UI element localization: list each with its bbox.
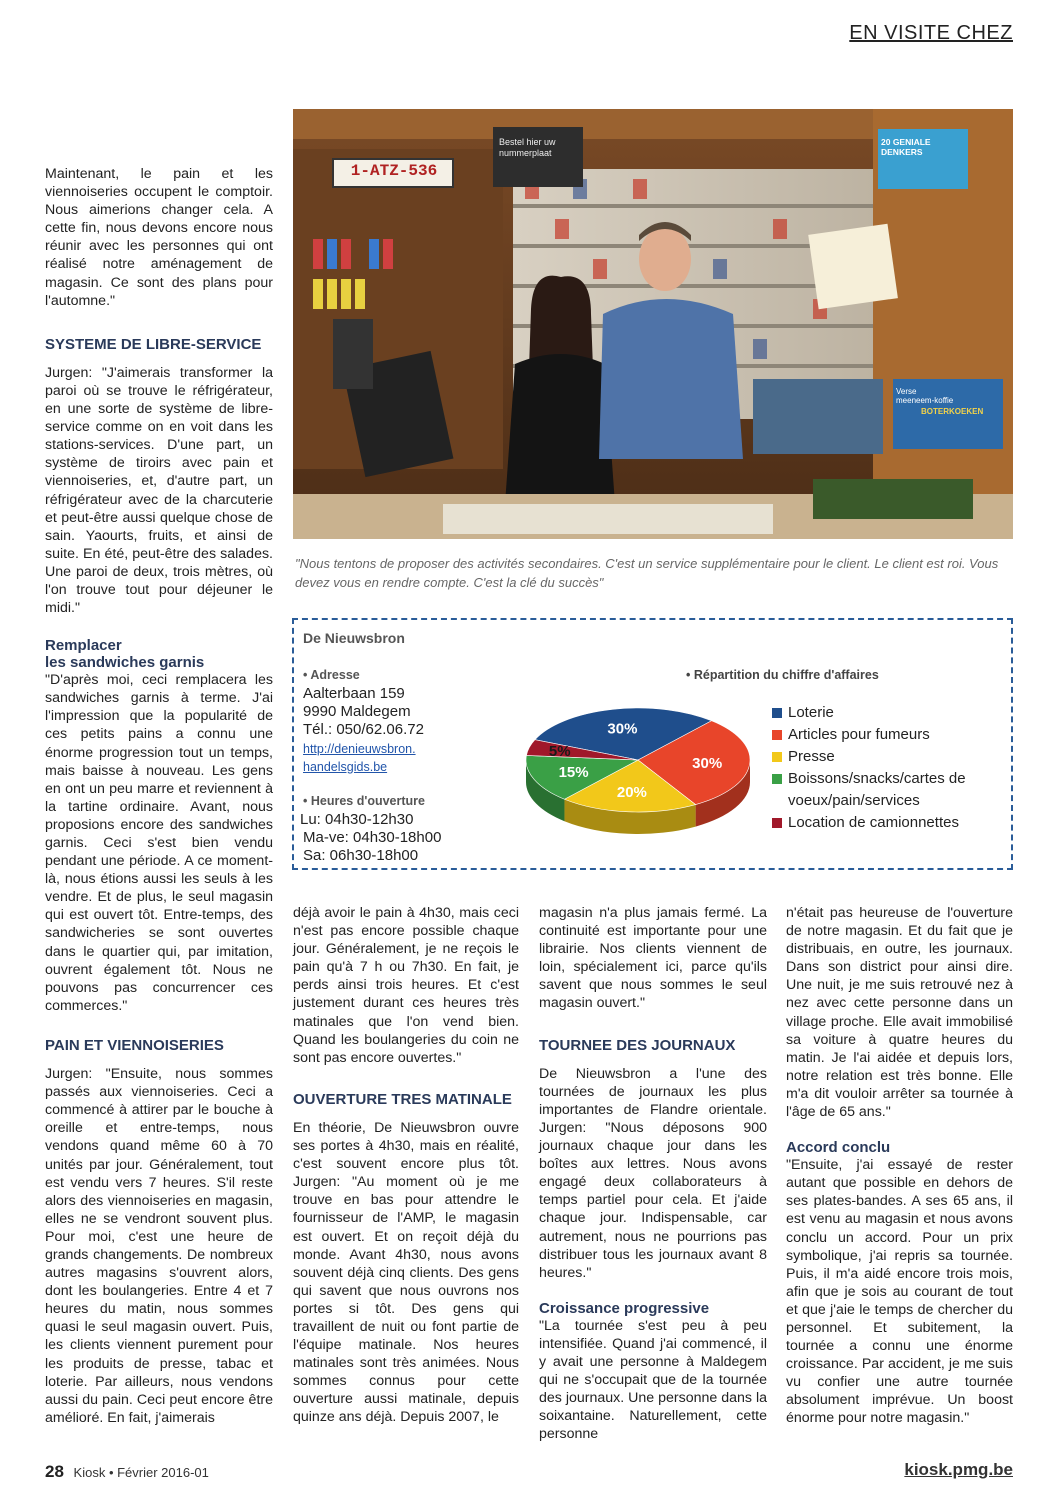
heading-tournee: TOURNEE DES JOURNAUX [539,1036,736,1054]
website-link[interactable]: handelsgids.be [303,760,388,774]
heading-libre-service: SYSTEME DE LIBRE-SERVICE [45,335,262,353]
paragraph: De Nieuwsbron a l'une des tournées de journaux les plus importantes de Flandre orientale. Jurgen: "Nous déposons 900 journaux chaque jour dans les boîtes aux lettres. Nous avons engagé deux collaborateurs à temps partiel pour cela. Et j'aide chaque jour. Indispensable, car autrement, nous ne pourrions pas distribuer tous les journaux avant 8 heures." [539,1065,767,1281]
heading-pain-viennoiseries: PAIN ET VIENNOISERIES [45,1036,224,1054]
order-sign: Bestel hier uw nummerplaat [499,137,556,158]
footer-left [45,1462,209,1482]
site-link[interactable]: kiosk.pmg.be [904,1460,1013,1479]
hours-line: Sa: 06h30-18h00 [303,847,419,864]
paragraph: magasin n'a plus jamais fermé. La continuité est importante pour une librairie. Nos clients viennent de loin, spécialement ici, parce qu'ils savent que nous sommes le seul magasin ouvert." [539,905,767,1012]
column-4 [786,904,1013,1428]
column-2 [293,904,519,1427]
pie-slice-label: 20% [616,784,647,802]
paragraph: Jurgen: "Ensuite, nous sommes passés aux viennoiseries. Ceci a commencé à attirer par le bouche à oreille et entre-temps, nous vendons quand même 60 à 70 unités par jour. Généralement, tout est vendu vers 7 heures. S'il reste alors des viennoiseries en magasin, elles ne se vendront souvent plus. Pour moi, c'est une heure de grands changements. De nombreux autres magasins s'ouvrent alors, dont les boulangeries. Entre 4 et 7 heures du matin, nous sommes quasi le seul magasin ouvert. Puis, les clients viennent purement pour les produits de presse, tabac et loterie. Par ailleurs, nous vendons aussi du pain. Ceci peut encore être amélioré. En fait, j'aimerais [45,1066,273,1426]
page-number: 28 [45,1462,64,1481]
column-3 [539,904,767,1443]
photo-caption: "Nous tentons de proposer des activités secondaires. C'est un service supplémentaire pour le client. Le client est roi. Vous devez vous en rendre compte. C'est la clé du succès" [295,556,999,590]
legend-label: Location de camionnettes [788,814,959,831]
hours-line: Lu: 04h30-12h30 [300,811,414,828]
legend-label: Presse [788,748,835,765]
legend-swatch [772,730,782,740]
pie-slice-label: 5% [548,742,571,760]
boter-sign: BOTERKOEKEN [921,407,984,416]
legend-label: Boissons/snacks/cartes de voeux/pain/services [788,770,966,809]
legend-swatch [772,752,782,762]
paragraph: "La tournée s'est peu à peu intensifiée. Quand j'ai commencé, il y avait une personne à Maldegem qui ne s'occupait que de la tournée des journaux. Une personne dans la soixantaine. Naturellement, cette personne [539,1317,767,1443]
paragraph: Maintenant, le pain et les viennoiseries occupent le comptoir. Nous aimerions changer cela. A cette fin, nous devons encore nous réunir avec les personnes qui ont réalisé notre aménagement de magasin. Ce sont des plans pour l'automne." [45,166,273,309]
pie-slice-label: 30% [692,754,723,772]
paragraph: "Ensuite, j'ai essayé de rester autant que possible en dehors de ses plates-bandes. A ses 65 ans, il est venu au magasin et nous avons conclu un accord. Pour un prix symbolique, j'ai repris sa tournée. Puis, il m'a aidé encore trois mois, afin que je sois au courant de tout et que j'aie le temps de chercher du personnel. Et subitement, la tournée a connu une énorme croissance. Par accident, je me suis vu confier une autre tournée absolument imprévue. Un boost énorme pour notre magasin." [786,1157,1013,1427]
pie-chart [518,698,758,848]
heading-ouverture: OUVERTURE TRES MATINALE [293,1090,512,1108]
hours-line: Ma-ve: 04h30-18h00 [303,829,442,846]
address-label: • Adresse [303,668,360,682]
legend-label: Loterie [788,704,834,721]
heading-croissance: Croissance progressive [539,1299,710,1317]
legend-item [772,746,1003,768]
pie-slice-label: 15% [558,764,589,782]
heading-remplacer [45,637,273,671]
publication-name: Kiosk • Février 2016-01 [73,1465,209,1480]
address-line: 9990 Maldegem [303,703,411,720]
info-box [292,618,1013,870]
phone: Tél.: 050/62.06.72 [303,721,424,738]
info-box-title: De Nieuwsbron [303,630,405,646]
website-link[interactable]: http://denieuwsbron. [303,742,416,756]
paragraph: En théorie, De Nieuwsbron ouvre ses portes à 4h30, mais en réalité, c'est souvent encore plus tôt. Jurgen: "Au moment où je me trouve en bas pour attendre le fournisseur de l'AMP, le magasin est ouvert. Et on reçoit déjà du monde. Avant 4h30, nous avons souvent déjà cinq clients. Des gens qui savent que nous ouvrons nos portes si tôt. Des gens qui travaillent de nuit ou font partie de l'équipe matinale. Nos heures matinales sont très animées. Nous sommes connus pour cette ouverture aussi matinale, depuis quinze ans déjà. Depuis 2007, le [293,1119,519,1426]
koffie-sign: Verse meeneem-koffie [896,387,954,405]
section-tag: EN VISITE CHEZ [849,22,1013,44]
chart-legend [772,702,1003,834]
legend-swatch [772,774,782,784]
legend-swatch [772,818,782,828]
pie-slice-label: 30% [607,720,638,738]
heading-line: Remplacer [45,637,122,655]
address-line: Aalterbaan 159 [303,685,405,702]
legend-item [772,724,1003,746]
legend-label: Articles pour fumeurs [788,726,930,743]
paragraph: n'était pas heureuse de l'ouverture de notre magasin. Et du fait que je distribuais, en outre, les journaux. Dans son district pour ainsi dire. Une nuit, je me suis retrouvé nez à nez avec cette personne dans un village proche. Elle avait immobilisé sa voiture à quatre heures du matin. Je l'ai aidée et depuis lors, notre relation est très bonne. Elle m'a dit vouloir arrêter sa tournée à l'âge de 65 ans." [786,905,1013,1121]
legend-swatch [772,708,782,718]
heading-line: les sandwiches garnis [45,654,205,672]
paragraph: "D'après moi, ceci remplacera les sandwiches garnis à terme. J'ai l'impression que la popularité de ces petits pains a connu une énorme progression tout un temps, mais baisse à nouveau. Les gens en ont un peu marre et reviennent à la tartine ordinaire. Avant, nous proposions encore des sandwiches garnis. Ceci s'est bien vendu pendant une période. A ce moment-là, nous étions aussi les seuls à les vendre. Et de plus, le seul magasin qui est ouvert tôt. Entre-temps, des sandwicheries se sont ouvertes dans le quartier qui, par imitation, ouvrent également tôt. Nous ne pouvons pas concurrencer ces commerces." [45,672,273,1014]
heading-accord: Accord conclu [786,1139,891,1157]
legend-item [772,702,1003,724]
denkers-sign: 20 GENIALE DENKERS [881,137,931,157]
plate-sign: 1-ATZ-536 [350,162,438,180]
store-photo [293,109,1013,539]
paragraph: Jurgen: "J'aimerais transformer la paroi où se trouve le réfrigérateur, en une sorte de système de libre-service comme on en voit dans les stations-services. D'une part, un système de tiroirs avec pain et viennoiseries, et, d'autre part, un réfrigérateur avec de la charcuterie et peut-être aussi quelque chose de sain. Yaourts, fruits, et ainsi de suite. En été, peut-être des salades. Une paroi de deux, trois mètres, où l'on trouve tout pour déjeuner le midi." [45,364,273,617]
paragraph: déjà avoir le pain à 4h30, mais ceci n'est pas encore possible chaque jour. Généralement, je ne reçois le pain qu'à 7 h ou 7h30. En fait, je perds ainsi trois heures. Et c'est justement durant ces heures très matinales que l'on vend bien. Quand les boulangeries du coin ne sont pas encore ouvertes." [293,905,519,1066]
hours-label: • Heures d'ouverture [303,794,425,808]
chart-title: • Répartition du chiffre d'affaires [686,668,879,682]
legend-item [772,812,1003,834]
column-1 [45,165,273,1427]
legend-item [772,768,1003,812]
